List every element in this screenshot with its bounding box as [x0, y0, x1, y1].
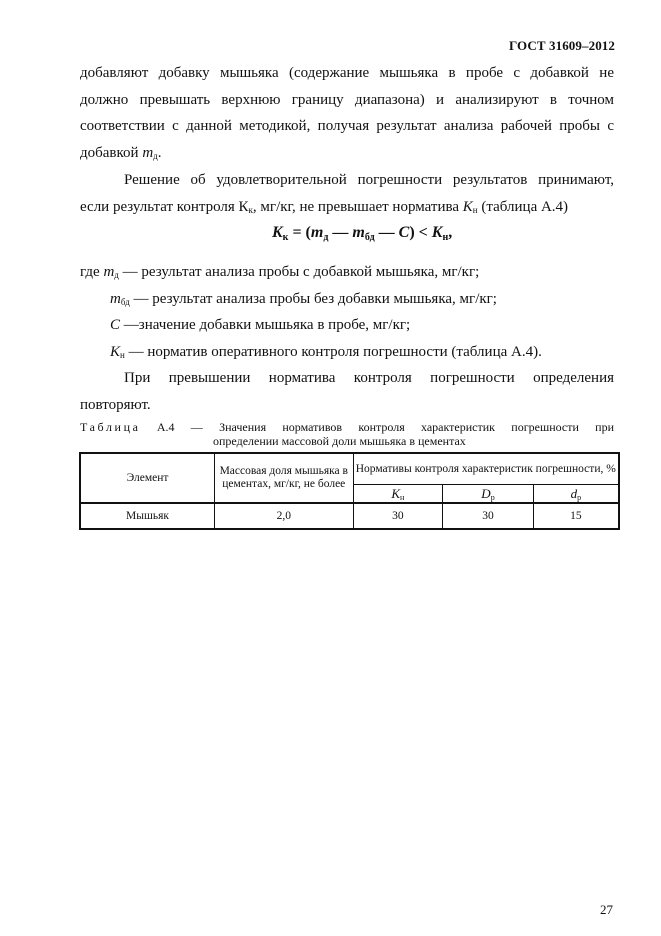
paragraph-spike-procedure [80, 60, 614, 166]
text-line: добавляют добавку мышьяка (содержание мышьяка в пробе с добавкой не [80, 65, 614, 81]
paragraph-repeat-instruction [80, 365, 614, 418]
table-title-continued: определении массовой доли мышьяка в цементах [213, 434, 466, 448]
header-mass-fraction: Массовая доля мышьяка в цементах, мг/кг, не более [215, 453, 354, 503]
cell-dp-lower: 15 [533, 503, 619, 529]
definition-c: C —значение добавки мышьяка в пробе, мг/кг; [110, 317, 411, 333]
header-dp-upper: $D_р$ [443, 485, 534, 504]
cell-kn: 30 [353, 503, 443, 529]
text-line: соответствии с данной методикой, получая результат анализа рабочей пробы с [80, 118, 614, 134]
text-line: должно превышать верхнюю границу диапазона) и анализируют в точном [80, 91, 614, 108]
table-label: Таблица [80, 420, 141, 434]
text-line: если результат контроля $К_к$, мг/кг, не превышает норматива $K_н$ (таблица А.4) [80, 198, 569, 215]
table-title: Значения нормативов контроля характеристик погрешности при [219, 420, 615, 434]
document-standard-id: ГОСТ 31609–2012 [508, 38, 615, 53]
cell-dp-upper: 30 [443, 503, 534, 529]
paragraph-acceptance-criterion [80, 167, 614, 220]
header-kn: $K_н$ [353, 485, 443, 504]
variable-m: m [142, 144, 154, 161]
table-row [80, 503, 619, 529]
table-caption: Таблица А.4 — Значения нормативов контроля характеристик погрешности при определении массовой доли мышьяка в цементах [80, 420, 615, 448]
norms-table [79, 452, 620, 530]
text-line: При превышении норматива контроля погрешности определения [124, 370, 614, 386]
header-norms-group: Нормативы контроля характеристик погрешности, % [353, 453, 619, 485]
definition-mbd: $m_{бд}$ — результат анализа пробы без добавки мышьяка, мг/кг; [110, 290, 497, 307]
text-line: повторяют. [80, 396, 151, 413]
page-number: 27 [600, 902, 613, 917]
table-number: А.4 [156, 420, 175, 434]
definition-md: где $m_д$ — результат анализа пробы с добавкой мышьяка, мг/кг; [80, 264, 480, 280]
header-element: Элемент [80, 453, 215, 503]
definition-kn: $K_н$ — норматив оперативного контроля погрешности (таблица А.4). [110, 343, 542, 360]
text-line: добавкой $m_д$. [80, 144, 162, 161]
text-line: Решение об удовлетворительной погрешности результатов принимают, [124, 172, 614, 188]
control-formula: $K_к = (m_д$ — $m_{бд}$ — $C) < K_н$, [272, 224, 453, 243]
cell-element: Мышьяк [80, 503, 215, 529]
variable-definitions [80, 259, 614, 365]
cell-mass-fraction: 2,0 [215, 503, 354, 529]
header-dp-lower: $d_р$ [533, 485, 619, 504]
